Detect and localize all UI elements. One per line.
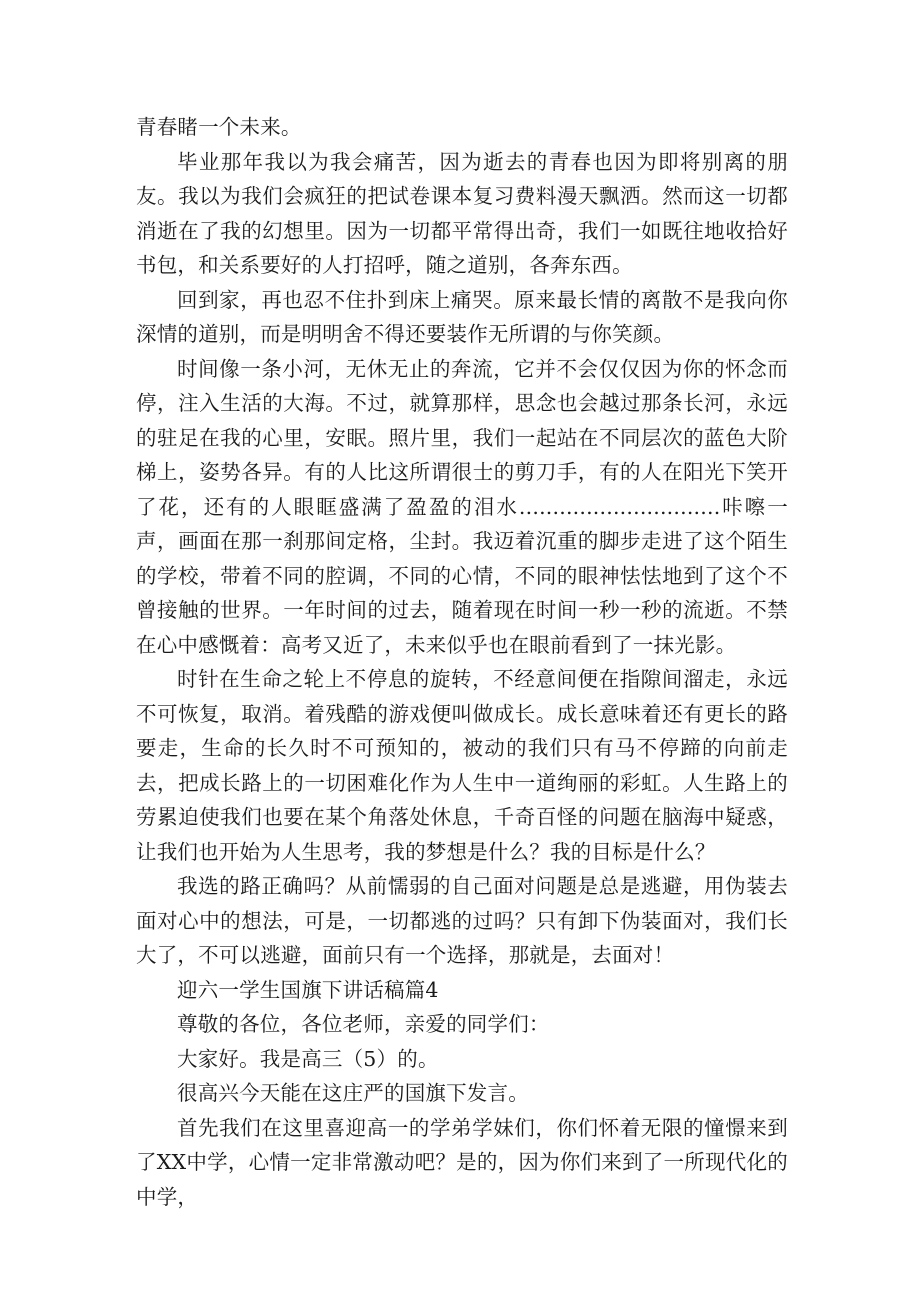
section-heading: 迎六一学生国旗下讲话稿篇4 xyxy=(177,977,439,1002)
paragraph-time-river: 时间像一条小河，无休无止的奔流，它并不会仅仅因为你的怀念而停，注入生活的大海。不过，就算那样，思念也会越过那条长河，永远的驻足在我的心里，安眠。照片里，我们一起站在不同层次的蓝色大阶梯上，姿势各异。有的人比这所谓很士的剪刀手，有的人在阳光下笑开了花，还有的人眼眶盛满了盈盈的泪水..............................咔嚓一声，画面在那一刹那间定格，尘封。我迈着沉重的脚步走进了这个陌生的学校，带着不同的腔调，不同的心情，不同的眼神怯怯地到了这个不曾接触的世界。一年时间的过去，随着现在时间一秒一秒的流逝。不禁在心中感慨着：高考又近了，未来似乎也在眼前看到了一抹光影。 xyxy=(136,356,788,657)
paragraph-return-home: 回到家，再也忍不住扑到床上痛哭。原来最长情的离散不是我向你深情的道别，而是明明舍不得还要装作无所谓的与你笑颜。 xyxy=(136,287,788,346)
paragraph-introduction: 大家好。我是高三（5）的。 xyxy=(177,1046,439,1071)
document-body xyxy=(136,110,788,1214)
paragraph-graduation: 毕业那年我以为我会痛苦，因为逝去的青春也因为即将别离的朋友。我以为我们会疯狂的把试卷课本复习费料漫天飘洒。然而这一切都消逝在了我的幻想里。因为一切都平常得出奇，我们一如既往地收拾好书包，和关系要好的人打招呼，随之道别，各奔东西。 xyxy=(136,149,788,277)
paragraph-honor: 很高兴今天能在这庄严的国旗下发言。 xyxy=(177,1081,529,1105)
paragraph-welcome: 首先我们在这里喜迎高一的学弟学妹们，你们怀着无限的憧憬来到了XX中学，心情一定非常激动吧？是的，因为你们来到了一所现代化的中学， xyxy=(136,1115,788,1209)
paragraph-greeting: 尊敬的各位，各位老师，亲爱的同学们： xyxy=(177,1012,550,1036)
paragraph-clock-hand: 时针在生命之轮上不停息的旋转，不经意间便在指隙间溜走，永远不可恢复，取消。着残酷的游戏便叫做成长。成长意味着还有更长的路要走，生命的长久时不可预知的，被动的我们只有马不停蹄的向前走去，把成长路上的一切困难化作为人生中一道绚丽的彩虹。人生路上的劳累迫使我们也要在某个角落处休息，千奇百怪的问题在脑海中疑惑，让我们也开始为人生思考，我的梦想是什么？我的目标是什么？ xyxy=(136,667,788,864)
paragraph-continuation: 青春睹一个未来。 xyxy=(136,115,302,139)
paragraph-right-path: 我选的路正确吗？从前懦弱的自己面对问题是总是逃避，用伪装去面对心中的想法，可是，一切都逃的过吗？只有卸下伪装面对，我们长大了，不可以逃避，面前只有一个选择，那就是，去面对！ xyxy=(136,874,788,967)
